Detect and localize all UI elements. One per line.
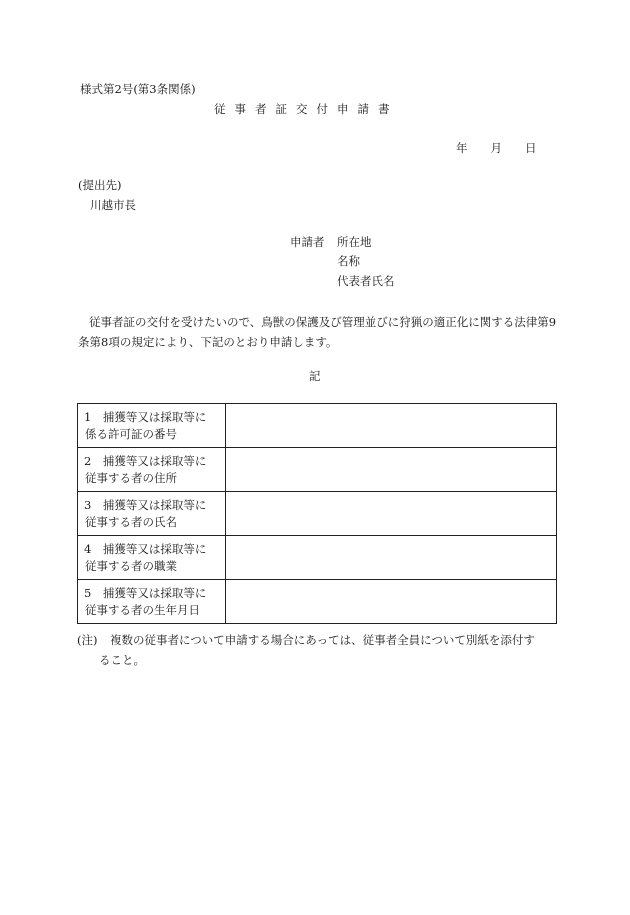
row-label xyxy=(78,448,226,492)
row-label-line: 従事する者の氏名 xyxy=(85,514,177,529)
row-label-line: 従事する者の住所 xyxy=(85,470,177,485)
note-continuation: ること。 xyxy=(99,653,145,667)
record-table xyxy=(77,403,557,624)
row-label-line: 係る許可証の番号 xyxy=(85,426,177,441)
row-label xyxy=(78,580,226,624)
table-row xyxy=(78,448,557,492)
row-label-line: 1 捕獲等又は採取等に xyxy=(84,409,207,424)
submit-to-recipient: 川越市長 xyxy=(90,198,136,212)
row-value-field[interactable] xyxy=(226,448,557,492)
row-label-line: 2 捕獲等又は採取等に xyxy=(84,453,207,468)
applicant-address-label: 所在地 xyxy=(337,235,372,249)
row-label-line: 5 捕獲等又は採取等に xyxy=(84,585,207,600)
date-line xyxy=(456,143,537,155)
applicant-name-label: 名称 xyxy=(337,254,360,268)
row-value-field[interactable] xyxy=(226,492,557,536)
note-text: 複数の従事者について申請する場合にあっては、従事者全員について別紙を添付す xyxy=(110,633,535,647)
row-value-field[interactable] xyxy=(226,580,557,624)
date-day-label: 日 xyxy=(525,141,537,155)
note-line xyxy=(77,635,535,647)
table-row xyxy=(78,536,557,580)
table-row xyxy=(78,404,557,448)
date-year-label: 年 xyxy=(456,141,468,155)
row-label-line: 4 捕獲等又は採取等に xyxy=(84,541,207,556)
ki-heading: 記 xyxy=(309,369,321,383)
body-paragraph xyxy=(78,312,558,352)
row-label-line: 従事する者の職業 xyxy=(85,558,177,573)
row-label xyxy=(78,404,226,448)
row-value-field[interactable] xyxy=(226,404,557,448)
document-title: 従事者証交付申請書 xyxy=(214,102,399,116)
note-mark: (注) xyxy=(77,633,98,647)
body-text: 従事者証の交付を受けたいので、鳥獣の保護及び管理並びに狩猟の適正化に関する法律第9条第8項の規定により、下記のとおり申請します。 xyxy=(78,315,557,349)
row-label-line: 従事する者の生年月日 xyxy=(85,602,200,617)
submit-to-label: (提出先) xyxy=(78,178,122,192)
row-label xyxy=(78,492,226,536)
table-row xyxy=(78,492,557,536)
table-row xyxy=(78,580,557,624)
applicant-label: 申請者 xyxy=(290,235,325,249)
date-month-label: 月 xyxy=(490,141,502,155)
row-label xyxy=(78,536,226,580)
form-number: 様式第2号(第3条関係) xyxy=(80,82,196,96)
applicant-representative-label: 代表者氏名 xyxy=(337,274,395,288)
row-label-line: 3 捕獲等又は採取等に xyxy=(84,497,207,512)
row-value-field[interactable] xyxy=(226,536,557,580)
